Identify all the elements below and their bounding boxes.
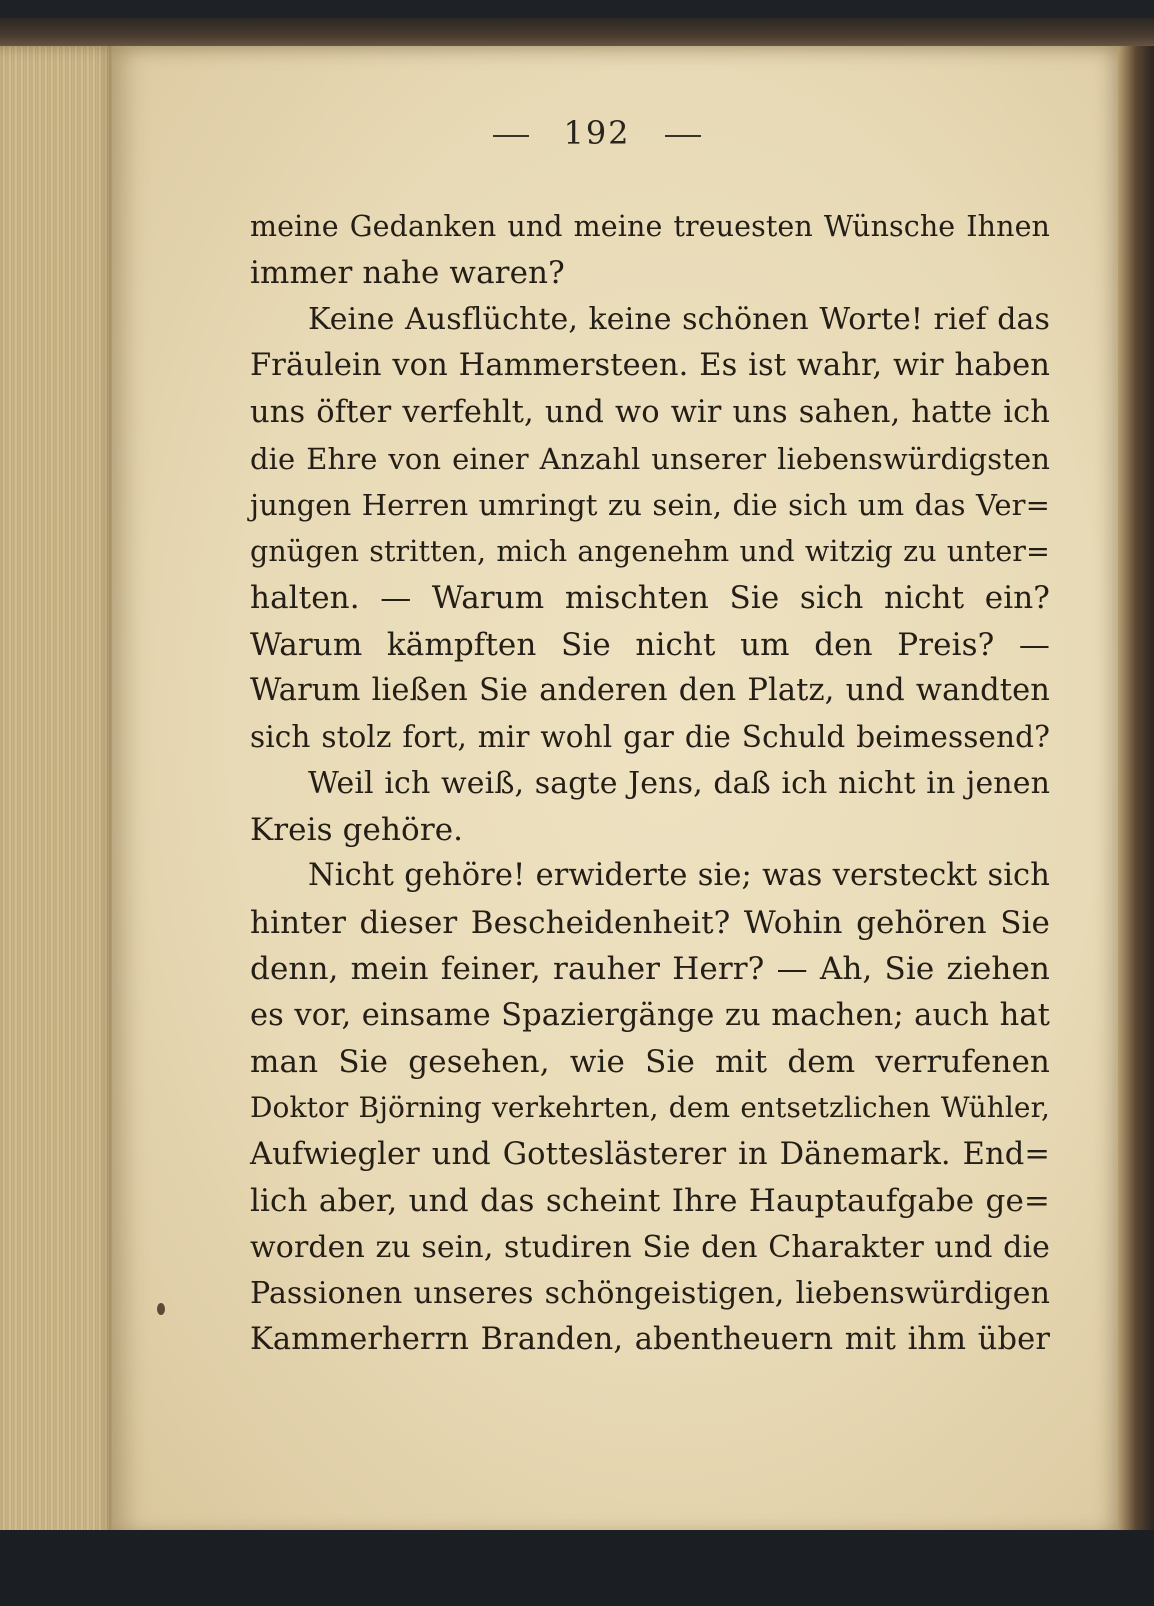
header-dash-left [493, 135, 529, 137]
text-line: denn, mein feiner, rauher Herr? — Ah, Sie ziehen [250, 951, 1050, 988]
text-line: sich stolz fort, mir wohl gar die Schuld beimessend? [250, 720, 1050, 755]
ink-spot [157, 1303, 165, 1315]
page-text [250, 204, 1050, 1364]
text-line: uns öfter verfehlt, und wo wir uns sahen, hatte ich [250, 394, 1050, 430]
text-line: worden zu sein, studiren Sie den Charakter und die [250, 1229, 1050, 1265]
scan-background-bottom [0, 1530, 1154, 1606]
page-number: 192 [563, 114, 631, 152]
text-line: Warum ließen Sie anderen den Platz, und wandten [250, 672, 1050, 708]
text-line: Nicht gehöre! erwiderte sie; was versteckt sich [308, 858, 1050, 894]
text-line: Fräulein von Hammersteen. Es ist wahr, wir haben [250, 348, 1050, 384]
text-line: lich aber, und das scheint Ihre Hauptaufgabe ge= [250, 1183, 1050, 1220]
text-line: es vor, einsame Spaziergänge zu machen; auch hat [250, 997, 1050, 1033]
text-line: jungen Herren umringt zu sein, die sich um das Ver= [250, 488, 1050, 523]
book-right-edge [1118, 46, 1154, 1546]
text-line: Passionen unseres schöngeistigen, liebenswürdigen [250, 1275, 1050, 1311]
header-dash-right [665, 135, 701, 137]
text-line: immer nahe waren? [250, 255, 565, 292]
text-line: halten. — Warum mischten Sie sich nicht ein? [250, 580, 1050, 617]
text-line: Aufwiegler und Gotteslästerer in Dänemark. End= [250, 1136, 1050, 1172]
text-line: Doktor Björning verkehrten, dem entsetzlichen Wühler, [250, 1091, 1050, 1125]
text-line: Weil ich weiß, sagte Jens, daß ich nicht in jenen [308, 765, 1050, 801]
text-line: man Sie gesehen, wie Sie mit dem verrufenen [250, 1044, 1050, 1081]
text-line: Kammerherrn Branden, abentheuern mit ihm über [250, 1322, 1050, 1358]
text-line: gnügen stritten, mich angenehm und witzig zu unter= [250, 534, 1050, 568]
text-line: meine Gedanken und meine treuesten Wünsche Ihnen [250, 210, 1050, 243]
page-stack-edge [0, 46, 118, 1546]
book-top-edge [0, 18, 1154, 48]
text-line: hinter dieser Bescheidenheit? Wohin gehören Sie [250, 904, 1050, 941]
text-line: Warum kämpften Sie nicht um den Preis? — [250, 626, 1050, 663]
text-line: Kreis gehöre. [250, 812, 464, 849]
text-line: die Ehre von einer Anzahl unserer liebenswürdigsten [250, 441, 1050, 476]
page-header [0, 114, 1154, 152]
text-line: Keine Ausflüchte, keine schönen Worte! rief das [308, 301, 1050, 337]
